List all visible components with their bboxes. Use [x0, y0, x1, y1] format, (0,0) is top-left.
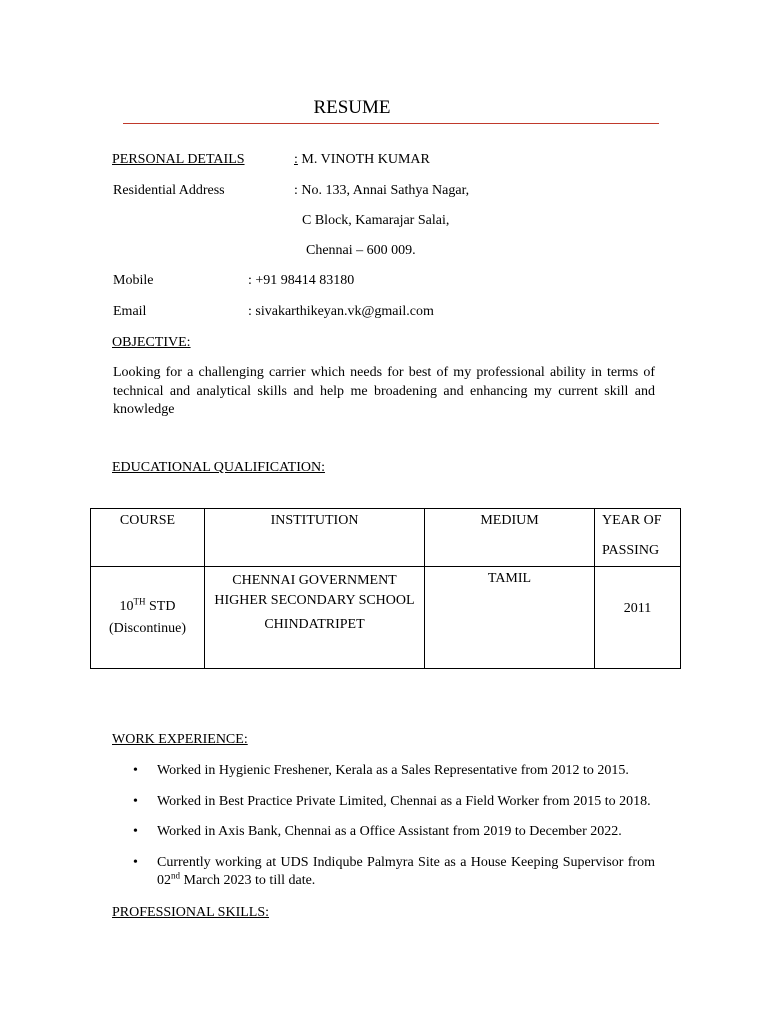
header-course-label: COURSE [119, 513, 176, 528]
professional-skills-heading: PROFESSIONAL SKILLS: [112, 905, 270, 920]
name-line [294, 152, 430, 168]
header-year [595, 509, 681, 567]
objective-text: Looking for a challenging carrier which needs for best of my professional ability in terms of technical and analytical skills and help me broadening and enhancing my current skill and knowledge [113, 365, 655, 417]
work-experience-heading: WORK EXPERIENCE: [112, 732, 248, 747]
medium-value: TAMIL [487, 571, 532, 586]
cell-year [595, 567, 681, 669]
list-item [157, 854, 655, 890]
objective-heading: OBJECTIVE: [112, 335, 191, 350]
cell-medium [425, 567, 595, 669]
cell-course [91, 567, 205, 669]
header-year-label-1: YEAR OF [602, 513, 662, 528]
header-medium [425, 509, 595, 567]
title-divider [123, 123, 659, 124]
header-year-label-2: PASSING [602, 543, 660, 558]
cell-institution [205, 567, 425, 669]
mobile-label: Mobile [113, 273, 154, 288]
email-label: Email [113, 304, 147, 319]
course-number: 10 [119, 599, 134, 614]
bullet-icon: • [133, 855, 138, 870]
list-item: Worked in Best Practice Private Limited, Chennai as a Field Worker from 2015 to 2018. [157, 794, 651, 809]
mobile-value: : +91 98414 83180 [248, 273, 355, 288]
table-header-row [91, 509, 681, 567]
list-item-text-2: March 2023 to till date. [180, 873, 316, 888]
course-note: (Discontinue) [109, 621, 186, 636]
address-line-2: C Block, Kamarajar Salai, [302, 213, 450, 228]
address-line-1: : No. 133, Annai Sathya Nagar, [294, 183, 470, 198]
list-item-text-1: Currently working at UDS Indiqube Palmyra Site as a House Keeping Supervisor from 02 [157, 855, 655, 888]
bullet-icon: • [133, 763, 138, 778]
bullet-icon: • [133, 824, 138, 839]
institution-line-2: HIGHER SECONDARY SCHOOL [214, 593, 415, 608]
education-heading: EDUCATIONAL QUALIFICATION: [112, 460, 325, 475]
course-std: STD [145, 599, 176, 614]
name-colon: : [294, 152, 298, 167]
institution-line-3: CHINDATRIPET [264, 617, 365, 632]
candidate-name: M. VINOTH KUMAR [297, 152, 430, 167]
education-table [90, 508, 681, 669]
list-item: Worked in Hygienic Freshener, Kerala as a Sales Representative from 2012 to 2015. [157, 763, 629, 778]
institution-line-1: CHENNAI GOVERNMENT [232, 573, 397, 588]
address-label: Residential Address [113, 183, 225, 198]
ordinal-superscript: nd [171, 870, 180, 881]
table-row [91, 567, 681, 669]
year-value: 2011 [623, 601, 652, 616]
header-course [91, 509, 205, 567]
resume-title: RESUME [313, 97, 391, 118]
list-item: Worked in Axis Bank, Chennai as a Office Assistant from 2019 to December 2022. [157, 824, 622, 839]
header-institution [205, 509, 425, 567]
address-line-3: Chennai – 600 009. [306, 243, 416, 258]
bullet-icon: • [133, 794, 138, 809]
header-medium-label: MEDIUM [480, 513, 539, 528]
course-superscript: TH [133, 596, 146, 607]
personal-details-heading: PERSONAL DETAILS [112, 152, 245, 167]
email-value: : sivakarthikeyan.vk@gmail.com [248, 304, 434, 319]
header-institution-label: INSTITUTION [270, 513, 359, 528]
course-value [91, 567, 204, 615]
